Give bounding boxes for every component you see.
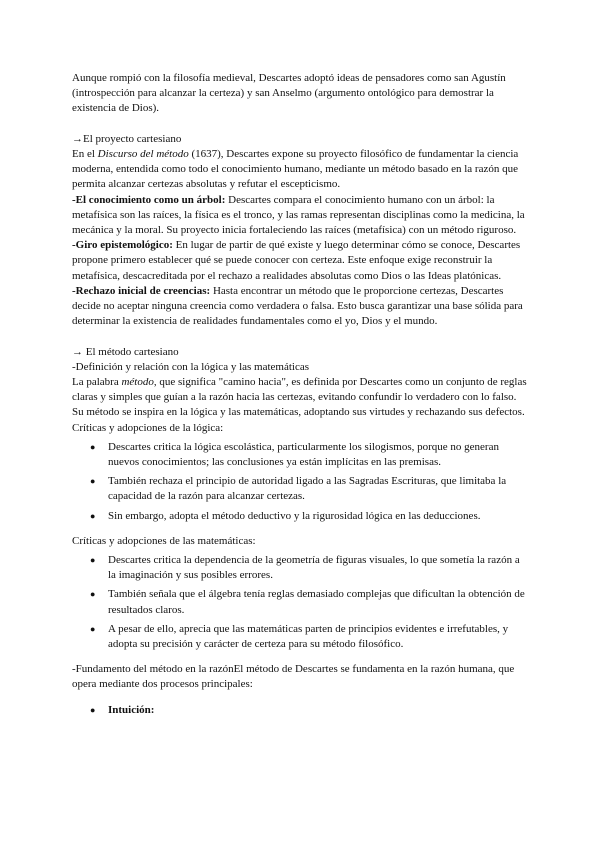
item-arbol: -El conocimiento como un árbol: Descartes compara el conocimiento humano con un árbol: la metafísica son las raíces, la física es el tronco, y las ramas representan disciplinas como la medicina, la mecánica y la moral. Su proyecto inicia fortaleciendo las raíces (metafísica) con un método riguroso. xyxy=(72,193,525,237)
process-list xyxy=(72,703,528,718)
list-item: ● También rechaza el principio de autoridad ligado a las Sagradas Escrituras, que limitaba la capacidad de la razón para alcanzar certezas. xyxy=(90,475,507,503)
item-rechazo: -Rechazo inicial de creencias: Hasta encontrar un método que le proporcione certezas, Descartes decide no aceptar ninguna creencia como verdadera o falsa. Esto busca garantizar una base sólida para determinar la existencia de realidades fundamentales como el yo, Dios y el mundo. xyxy=(72,284,523,328)
logic-title: Críticas y adopciones de la lógica: xyxy=(72,421,224,434)
list-item: ● También señala que el álgebra tenía reglas demasiado complejas que dificultan la obtención de resultados claros. xyxy=(90,588,525,616)
bullet-icon: ● xyxy=(90,476,96,487)
bullet-icon: ● xyxy=(90,441,96,452)
math-title: Críticas y adopciones de las matemáticas: xyxy=(72,534,256,547)
math-list xyxy=(72,553,528,652)
intro-paragraph: Aunque rompió con la filosofía medieval, Descartes adoptó ideas de pensadores como san Agustín (introspección para alcanzar la certeza) y san Anselmo (argumento ontológico para demostrar la existencia de Dios). xyxy=(72,72,506,115)
subheading-definicion: -Definición y relación con la lógica y las matemáticas xyxy=(72,360,310,373)
bullet-icon: ● xyxy=(90,589,96,600)
term-metodo: método xyxy=(121,376,154,389)
list-item: ● Descartes critica la lógica escolástica, particularmente los silogismos, porque no generan nuevos conocimientos; las conclusiones ya están implícitas en las premisas. xyxy=(90,440,499,469)
list-item: ● Descartes critica la dependencia de la geometría de figuras visuales, lo que sometía la razón a la imaginación y sus posibles errores. xyxy=(90,554,520,582)
section-heading-metodo: → El método cartesiano xyxy=(72,345,179,358)
foundation-paragraph: -Fundamento del método en la razónEl método de Descartes se fundamenta en la razón humana, que opera mediante dos procesos principales: xyxy=(72,663,515,691)
section-heading-proyecto: →El proyecto cartesiano xyxy=(72,132,182,145)
metodo-paragraph: La palabra método, que significa "camino hacia", es definida por Descartes como un conjunto de reglas claras y simples que guían a la razón hacia las certezas, evitando confundir lo verdadero con lo falso. Su método se inspira en la lógica y las matemáticas, adoptando sus virtudes y rechazando sus defectos. xyxy=(72,376,527,419)
book-title: Discurso del método xyxy=(97,148,189,160)
list-item: ● Intuición: xyxy=(72,703,528,718)
discurso-paragraph: En el Discurso del método (1637), Descartes expone su proyecto filosófico de fundamentar la ciencia moderna, entendida como todo el conocimiento humano, mediante un método basado en la razón que permita alcanzar certezas absolutas y refutar el escepticismo. xyxy=(72,148,519,191)
bullet-icon: ● xyxy=(90,704,96,715)
list-item: ● Sin embargo, adopta el método deductivo y la rigurosidad lógica en las deducciones. xyxy=(72,509,528,524)
list-item: ● A pesar de ello, aprecia que las matemáticas parten de principios evidentes e irrefutables, y adopta su precisión y carácter de certeza para su método filosófico. xyxy=(90,622,509,651)
bullet-icon: ● xyxy=(90,623,96,634)
logic-list xyxy=(72,440,528,524)
bullet-icon: ● xyxy=(90,555,96,566)
bullet-icon: ● xyxy=(90,510,96,521)
item-giro: -Giro epistemológico: En lugar de partir de qué existe y luego determinar cómo se conoce, Descartes propone primero establecer qué se puede conocer con certeza. Este enfoque exige reconstruir la metafísica, descacreditada por el rechazo a realidades absolutas como Dios o las Ideas platónicas. xyxy=(72,239,521,282)
